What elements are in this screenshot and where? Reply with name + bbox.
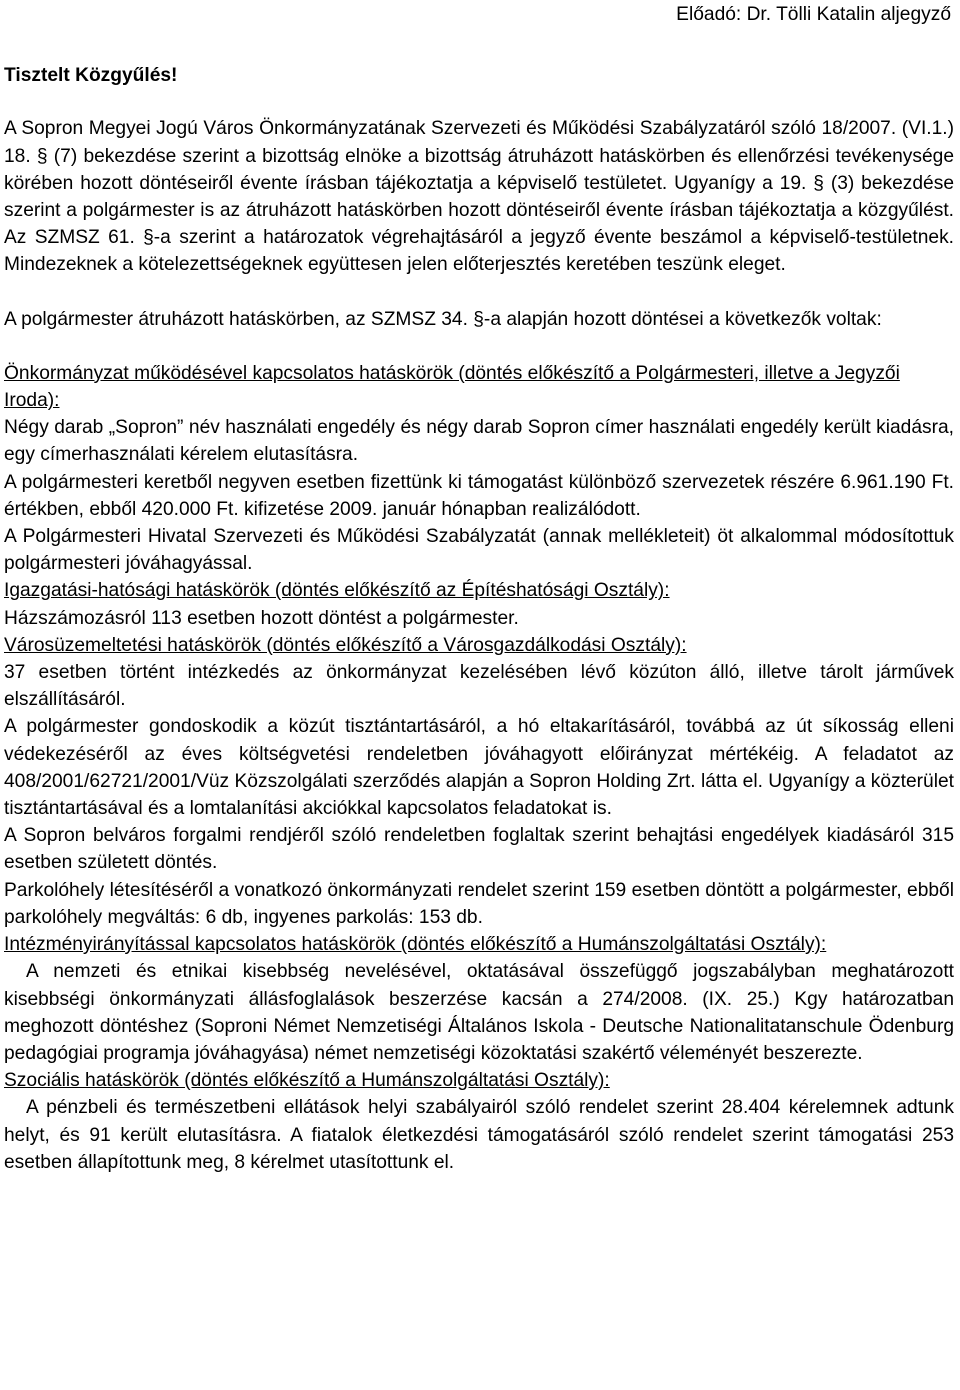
section-heading-administrative-authority: Igazgatási-hatósági hatáskörök (döntés előkészítő az Építéshatósági Osztály): [4, 580, 670, 602]
document-page [4, 0, 954, 1176]
section-heading-municipal-operations: Önkormányzat működésével kapcsolatos hatáskörök (döntés előkészítő a Polgármesteri, illetve a Jegyzői Iroda): [4, 362, 900, 412]
section-paragraph: Házszámozásról 113 esetben hozott döntést a polgármester. [4, 607, 519, 629]
section-paragraph: Négy darab „Sopron” név használati engedély és négy darab Sopron címer használati engedély került kiadásra, egy címerhasználati kérelem elutasításra. [4, 417, 954, 466]
section-paragraph: A Sopron belváros forgalmi rendjéről szóló rendeletben foglaltak szerint behajtási engedélyek kiadásáról 315 esetben született döntés. [4, 825, 954, 874]
section-heading-social-affairs: Szociális hatáskörök (döntés előkészítő a Humánszolgáltatási Osztály): [4, 1070, 610, 1092]
section-paragraph: A polgármester gondoskodik a közút tisztántartásáról, a hó eltakarításáról, továbbá az út síkosság elleni védekezéséről az éves költségvetési rendeletben jóváhagyott előirányzat mértékéig. A feladatot az 408/2001/62721/2001/Vüz Közszolgálati szerződés alapján a Sopron Holding Zrt. látta el. Ugyanígy a közterület tisztántartásával és a lomtalanítási akciókkal kapcsolatos feladatokat is. [4, 716, 954, 820]
mayor-decisions-intro: A polgármester átruházott hatáskörben, az SZMSZ 34. §-a alapján hozott döntései a következők voltak: [4, 308, 882, 330]
section-heading-city-operations: Városüzemeltetési hatáskörök (döntés előkészítő a Városgazdálkodási Osztály): [4, 634, 687, 656]
section-paragraph: 37 esetben történt intézkedés az önkormányzat kezelésében lévő közúton álló, illetve tárolt járművek elszállításáról. [4, 662, 954, 711]
section-paragraph: A polgármesteri keretből negyven esetben fizettünk ki támogatást különböző szervezetek részére 6.961.190 Ft. értékben, ebből 420.000 Ft. kifizetése 2009. január hónapban realizálódott. [4, 471, 954, 520]
section-paragraph: A Polgármesteri Hivatal Szervezeti és Működési Szabályzatát (annak mellékleteit) öt alkalommal módosítottuk polgármesteri jóváhagyással. [4, 526, 954, 575]
salutation: Tisztelt Közgyűlés! [4, 65, 178, 87]
section-paragraph: A pénzbeli és természetbeni ellátások helyi szabályairól szóló rendelet szerint 28.404 kérelemnek adtunk helyt, és 91 került elutasításra. A fiatalok életkezdési támogatásáról szóló rendelet szerint támogatási 253 esetben állapítottunk meg, 8 kérelmet utasítottunk el. [4, 1097, 954, 1173]
section-paragraph: Parkolóhely létesítéséről a vonatkozó önkormányzati rendelet szerint 159 esetben döntött a polgármester, ebből parkolóhely megváltás: 6 db, ingyenes parkolás: 153 db. [4, 879, 954, 928]
presenter-line: Előadó: Dr. Tölli Katalin aljegyző [676, 4, 951, 25]
intro-paragraph: A Sopron Megyei Jogú Város Önkormányzatának Szervezeti és Működési Szabályzatáról szóló 18/2007. (VI.1.) 18. § (7) bekezdése szerint a bizottság elnöke a bizottság átruházott hatáskörben és ellenőrzési tevékenysége körében hozott döntéseiről évente írásban tájékoztatja a képviselő testületet. Ugyanígy a 19. § (3) bekezdése szerint a polgármester is az átruházott hatáskörben hozott döntéseiről évente írásban tájékoztatja a közgyűlést. Az SZMSZ 61. §-a szerint a határozatok végrehajtásáról a jegyző évente beszámol a képviselő-testületnek. Mindezeknek a kötelezettségeknek együttesen jelen előterjesztés keretében teszünk eleget. [4, 118, 954, 276]
section-heading-institution-management: Intézményirányítással kapcsolatos hatáskörök (döntés előkészítő a Humánszolgáltatási Osztály): [4, 934, 827, 956]
section-paragraph: A nemzeti és etnikai kisebbség nevelésével, oktatásával összefüggő jogszabályban meghatározott kisebbségi önkormányzati állásfoglalások beszerzése kacsán a 274/2008. (IX. 25.) Kgy határozatban meghozott döntéshez (Soproni Német Nemzetiségi Általános Iskola - Deutsche Nationalitatanschule Ödenburg pedagógiai programja jóváhagyása) német nemzetiségi közoktatási szakértő véleményét beszerezte. [4, 961, 954, 1064]
